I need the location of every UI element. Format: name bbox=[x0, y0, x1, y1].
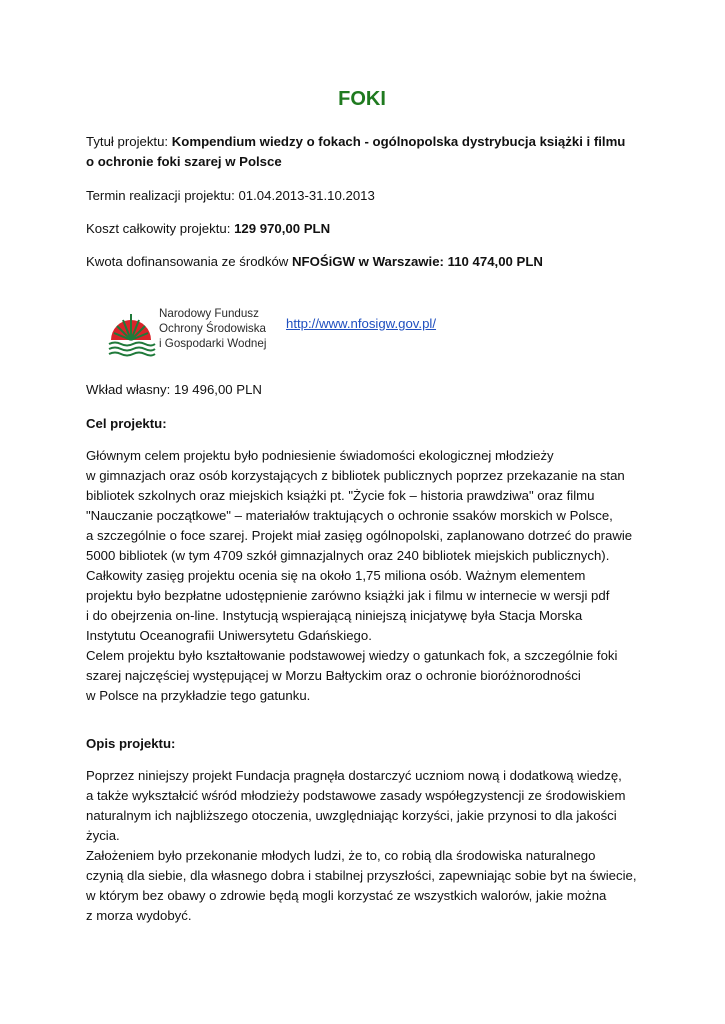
goal-line: Głównym celem projektu było podniesienie świadomości ekologicznej młodzieży bbox=[86, 448, 554, 463]
project-title-line1 bbox=[86, 132, 638, 152]
description-line: z morza wydobyć. bbox=[86, 908, 192, 923]
funding-label: Kwota dofinansowania ze środków bbox=[86, 254, 289, 269]
description-line: naturalnym ich najbliższego otoczenia, uwzględniając korzyści, jakie przynosi to dla jakości bbox=[86, 808, 617, 823]
description-line: a także wykształcić wśród młodzieży podstawowe zasady współegzystencji ze środowiskiem bbox=[86, 788, 626, 803]
goal-line: Instytutu Oceanografii Uniwersytetu Gdańskiego. bbox=[86, 628, 372, 643]
nfosigw-link[interactable]: http://www.nfosigw.gov.pl/ bbox=[286, 316, 437, 331]
description-line: Założeniem było przekonanie młodych ludzi, że to, co robią dla środowiska naturalnego bbox=[86, 848, 596, 863]
description-line: Poprzez niniejszy projekt Fundacja pragnęła dostarczyć uczniom nową i dodatkową wiedzę, bbox=[86, 768, 622, 783]
logo-text bbox=[159, 306, 279, 351]
page-title: FOKI bbox=[338, 88, 386, 110]
goal-line: a szczególnie o foce szarej. Projekt miał zasięg ogólnopolski, zaplanowano dotrzeć do prawie bbox=[86, 528, 633, 543]
description-line: czynią dla siebie, dla własnego dobra i stabilnej przyszłości, zapewniając sobie byt na świecie, bbox=[86, 868, 637, 883]
goal-line: projektu było bezpłatne udostępnienie zarówno książki jak i filmu w internecie w wersji pdf bbox=[86, 588, 610, 603]
description-heading bbox=[86, 734, 638, 754]
logo-line: Ochrony Środowiska bbox=[159, 322, 266, 335]
goal-heading bbox=[86, 414, 638, 434]
nfosigw-logo bbox=[105, 300, 265, 362]
description-line: życia. bbox=[86, 828, 120, 843]
cost-label: Koszt całkowity projektu: bbox=[86, 221, 231, 236]
project-cost bbox=[86, 219, 638, 239]
goal-line: Celem projektu było kształtowanie podstawowej wiedzy o gatunkach fok, a szczególnie foki bbox=[86, 648, 618, 663]
goal-line: w gimnazjach oraz osób korzystających z bibliotek publicznych poprzez przekazanie na stan bbox=[86, 468, 625, 483]
goal-heading-text: Cel projektu: bbox=[86, 416, 167, 431]
goal-line: bibliotek szkolnych oraz miejskich książki pt. "Życie fok – historia prawdziwa" oraz filmu bbox=[86, 488, 595, 503]
nfosigw-emblem-icon bbox=[105, 300, 157, 360]
project-title-line2 bbox=[86, 152, 638, 172]
description-line: w którym bez obawy o zdrowie będą mogli korzystać ze wszystkich walorów, jakie można bbox=[86, 888, 607, 903]
project-title-label: Tytuł projektu: bbox=[86, 134, 169, 149]
goal-line: "Nauczanie początkowe" – materiałów traktujących o ochronie ssaków morskich w Polsce, bbox=[86, 508, 613, 523]
project-title-value-cont: o ochronie foki szarej w Polsce bbox=[86, 154, 282, 169]
funding-value: NFOŚiGW w Warszawie: 110 474,00 PLN bbox=[292, 254, 543, 269]
project-funding bbox=[86, 252, 638, 272]
goal-line: w Polsce na przykładzie tego gatunku. bbox=[86, 688, 311, 703]
own-contribution: Wkład własny: 19 496,00 PLN bbox=[86, 382, 262, 397]
description-heading-text: Opis projektu: bbox=[86, 736, 176, 751]
goal-line: i do obejrzenia on-line. Instytucją wspierającą niniejszą inicjatywę była Stacja Morska bbox=[86, 608, 583, 623]
cost-value: 129 970,00 PLN bbox=[234, 221, 331, 236]
goal-line: szarej najczęściej występującej w Morzu Bałtyckim oraz o ochronie bioróżnorodności bbox=[86, 668, 581, 683]
project-title-value: Kompendium wiedzy o fokach - ogólnopolska dystrybucja książki i filmu bbox=[171, 134, 626, 149]
logo-line: Narodowy Fundusz bbox=[159, 307, 259, 320]
goal-line: Całkowity zasięg projektu ocenia się na około 1,75 miliona osób. Ważnym elementem bbox=[86, 568, 586, 583]
logo-line: i Gospodarki Wodnej bbox=[159, 337, 267, 350]
project-term: Termin realizacji projektu: 01.04.2013-31.10.2013 bbox=[86, 188, 375, 203]
goal-line: 5000 bibliotek (w tym 4709 szkół gimnazjalnych oraz 240 bibliotek miejskich publicznych). bbox=[86, 548, 610, 563]
